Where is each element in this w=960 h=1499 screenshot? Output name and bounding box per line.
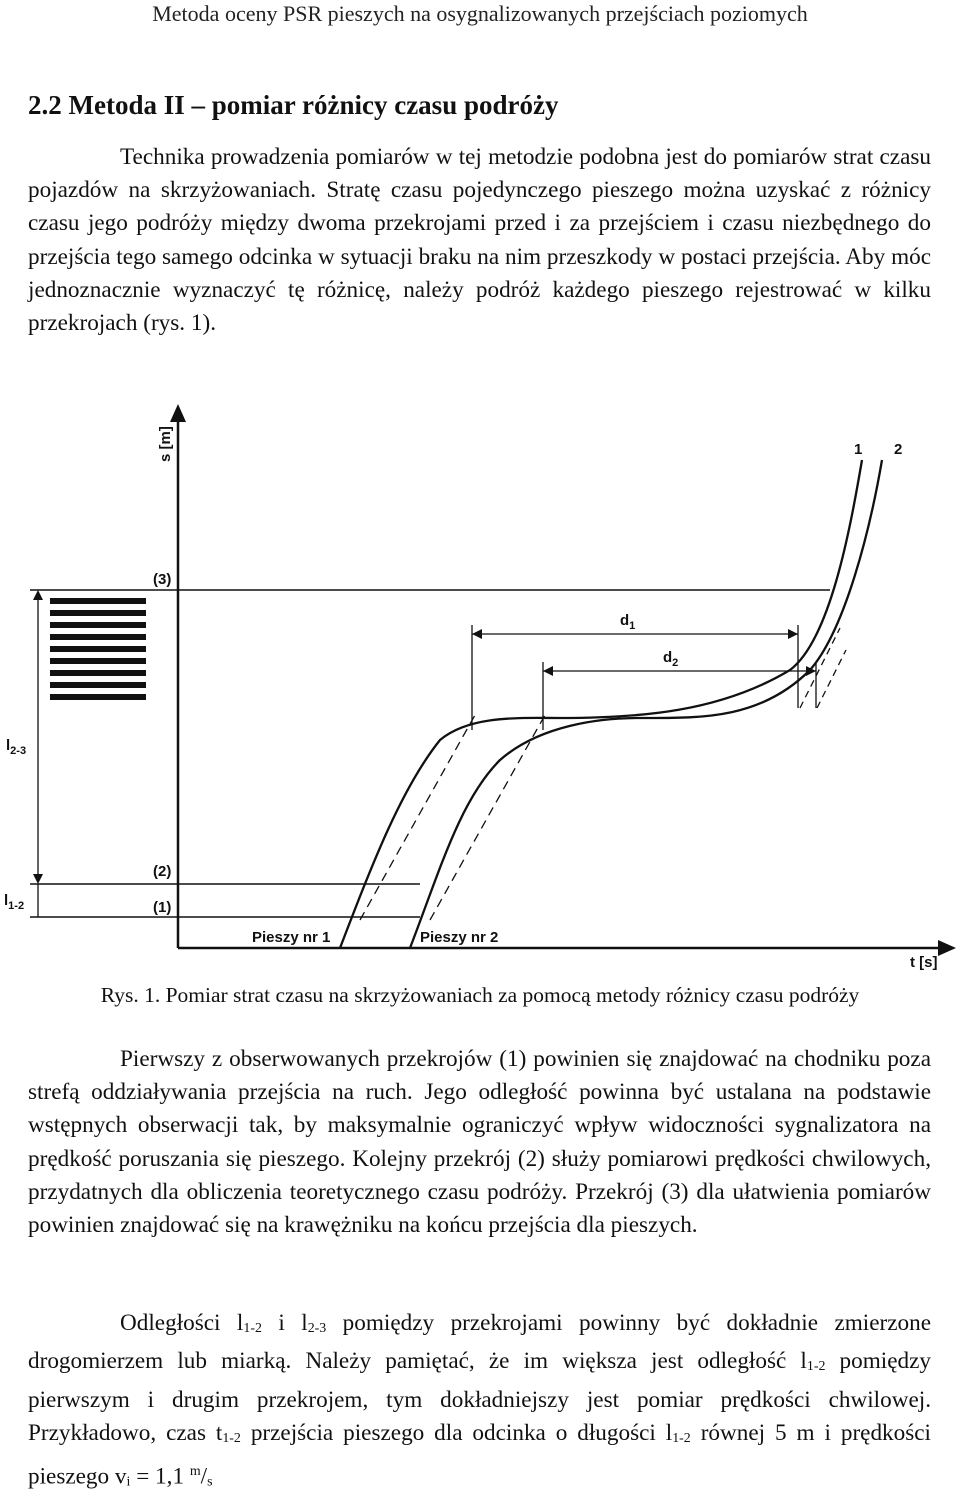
section-2-label: (2) [153,863,172,880]
curve-pedestrian-2 [410,460,882,948]
curve-pedestrian-1 [340,460,862,948]
y-axis-label: s [m] [157,426,174,462]
curve-2-label: 2 [894,441,903,458]
paragraph-3: Odległości l1-2 i l2-3 pomiędzy przekrojami powinny być dokładnie zmierzone drogomierzem lub miarką. Należy pamiętać, że im większa jest odległość l1-2 pomiędzy pierwszym i drugim przekrojem, tym dokładniejszy jest pomiar prędkości chwilowej. Przykładowo, czas t1-2 przejścia pieszego dla odcinka o długości l1-2 równej 5 m i prędkości pieszego vi = 1,1 $^m$/s [28,1310,931,1490]
curve-1-label: 1 [854,441,863,458]
paragraph-1 [28,141,931,340]
pedestrian-1-label: Pieszy nr 1 [252,929,331,946]
crosswalk-stripes [50,598,146,700]
section-3-label: (3) [153,571,172,588]
l12-label: $l_{1-2}$ [4,892,25,912]
l23-label: $l_{2-3}$ [6,737,27,757]
figure-time-space-diagram [0,400,960,980]
x-axis-label: t [s] [910,954,938,971]
y-axis-arrow [170,404,186,422]
paragraph-1-text: Technika prowadzenia pomiarów w tej metodzie podobna jest do pomiarów strat czasu pojazdów na skrzyżowaniach. Stratę czasu pojedynczego pieszego można uzyskać z różnicy czasu jego podróży między dwoma przekrojami przed i za przejściem i czasu niezbędnego do przejścia tego samego odcinka w sytuacji braku na nim przeszkody w postaci przejścia. Aby móc jednoznacznie wyznaczyć tę różnicę, należy podróż każdego pieszego rejestrować w kilku przekrojach (rys. 1). [28,144,931,337]
x-axis-arrow [938,940,956,956]
tangent-4 [817,650,846,708]
tangent-2 [430,715,545,920]
pedestrian-2-label: Pieszy nr 2 [420,929,499,946]
section-title: 2.2 Metoda II – pomiar różnicy czasu podróży [28,90,559,120]
figure-caption: Rys. 1. Pomiar strat czasu na skrzyżowaniach za pomocą metody różnicy czasu podróży [100,983,860,1007]
paragraph-2-text: Pierwszy z obserwowanych przekrojów (1) powinien się znajdować na chodniku poza strefą oddziaływania przejścia na ruch. Jego odległość powinna być ustalana na podstawie wstępnych obserwacji tak, by maksymalnie ograniczyć wpływ widoczności sygnalizatora na prędkość poruszania się pieszego. Kolejny przekrój (2) służy pomiarowi prędkości chwilowych, przydatnych dla obliczenia teoretycznego czasu podróży. Przekrój (3) dla ułatwienia pomiarów powinien znajdować się na krawężniku na końcu przejścia dla pieszych. [28,1046,931,1239]
tangent-1 [360,715,475,920]
running-header: Metoda oceny PSR pieszych na osygnalizowanych przejściach poziomych [152,1,808,26]
d1-label: $d_1$ [620,612,636,632]
d2-label: $d_2$ [663,649,679,669]
paragraph-2 [28,1043,931,1242]
section-1-label: (1) [153,899,172,916]
